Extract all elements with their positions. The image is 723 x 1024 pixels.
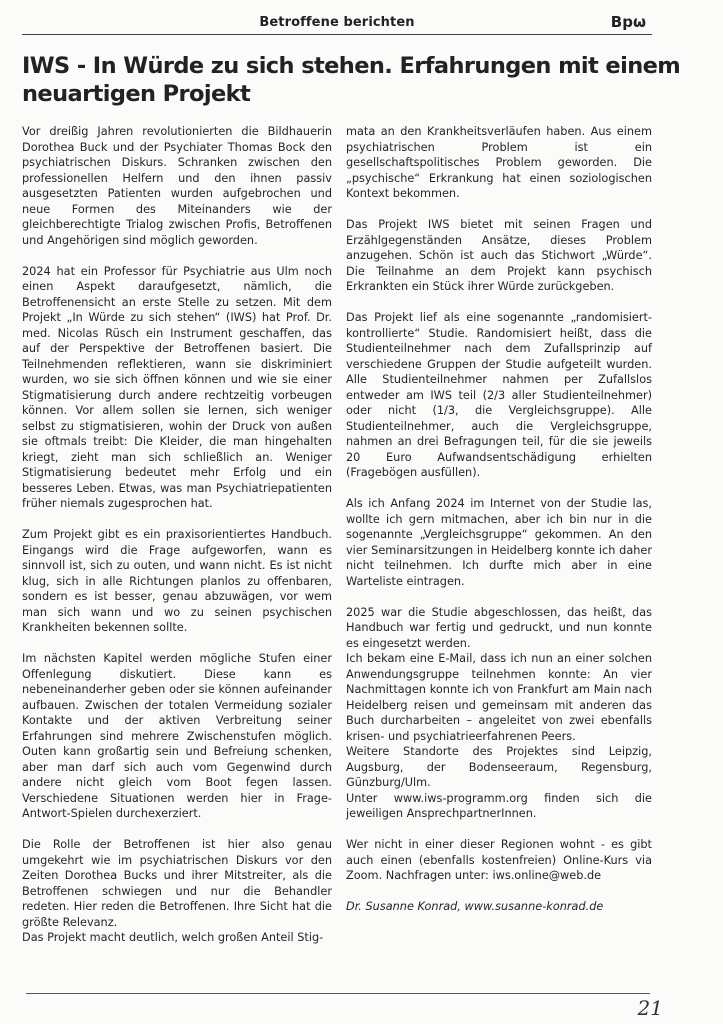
paragraph: Ich bekam eine E-Mail, dass ich nun an einer solchen Anwendungsgruppe teilnehmen konnte: An vier Nachmittagen konnte ich von Frankfurt am Main nach Heidelberg reisen und gemeinsam mit anderen das Buch durcharbeiten – angeleitet von zwei ebenfalls krisen- und psychiatrieerfahrenen Peers. [346,652,652,743]
paragraph: Das Projekt macht deutlich, welch großen Anteil Stig- [22,931,324,944]
paragraph: Im nächsten Kapitel werden mögliche Stufen einer Offenlegung diskutiert. Diese kann es nebeneinanderher geben oder sie können aufeinander aufbauen. Zwischen der totalen Vermeidung sozialer Kontakte und der aktiven Verbreitung seiner Erfahrungen sind mehrere Zwischenstufen möglich. Outen kann großartig sein und Befreiung schenken, aber man darf sich auch vom Gegenwind durch andere nicht gleich vom Boot fegen lassen. Verschiedene Situationen werden hier in Frage-Antwort-Spielen durchexerziert. [22,652,332,820]
paragraph: Als ich Anfang 2024 im Internet von der Studie las, wollte ich gern mitmachen, aber ich bin nur in die sogenannte „Vergleichsgruppe“ gekommen. An den vier Seminarsitzungen in Heidelberg konnte ich daher nicht teilnehmen. Ich durfte mich aber in eine Warteliste eintragen. [346,497,652,588]
publication-logo: Bpω [610,13,646,31]
paragraph: 2024 hat ein Professor für Psychiatrie aus Ulm noch einen Aspekt daraufgesetzt, nämlich, die Betroffenensicht an erste Stelle zu setzen. Mit dem Projekt „In Würde zu sich stehen“ (IWS) hat Prof. Dr. med. Nicolas Rüsch ein Instrument geschaffen, das auf der Perspektive der Betroffenen basiert. Die Teilnehmenden reflektieren, wann sie diskriminiert wurden, wo sie sich öffnen können und wie sie einer Stigmatisierung durch andere rechtzeitig vorbeugen können. Vor allem sollen sie lernen, sich weniger selbst zu stigmatisieren, wohin der Druck von außen sie oftmals treibt: Die Kleider, die man hingehalten kriegt, zieht man sich schließlich an. Weniger Stigmatisierung bedeutet mehr Erfolg und ein besseres Leben. Etwas, was man Psychiatriepatienten früher niemals zugesprochen hat. [22,264,332,510]
section-title: Betroffene berichten [259,15,415,30]
paragraph: 2025 war die Studie abgeschlossen, das heißt, das Handbuch war fertig und gedruckt, und nun konnte es eingesetzt werden. [346,605,652,650]
paragraph: Vor dreißig Jahren revolutionierten die Bildhauerin Dorothea Buck und der Psychiater Thomas Bock den psychiatrischen Diskurs. Schranken zwischen den professionellen Helfern und den ihnen passiv ausgesetzten Patienten wurden aufgebrochen und neue Formen des Miteinanders wie der gleichberechtigte Trialog zwischen Profis, Betroffenen und Angehörigen sind möglich geworden. [22,125,332,247]
footer-divider [26,993,650,994]
article-title: IWS - In Würde zu sich stehen. Erfahrungen mit einem neuartigen Projekt [22,53,681,107]
right-column [346,124,652,930]
left-column [22,124,332,961]
paragraph: Die Rolle der Betroffenen ist hier also genau umgekehrt wie im psychiatrischen Diskurs vor den Zeiten Dorothea Bucks und ihrer Mitstreiter, als die Betroffenen schwiegen und nur die Behandler redeten. Hier reden die Betroffenen. Ihre Sicht hat die größte Relevanz. [22,838,332,929]
running-header [22,12,652,35]
paragraph: Unter www.iws-programm.org finden sich die jeweiligen AnsprechpartnerInnen. [346,791,652,820]
paragraph: Wer nicht in einer dieser Regionen wohnt - es gibt auch einen (ebenfalls kostenfreien) Online-Kurs via Zoom. Nachfragen unter: iws.online@web.de [346,838,652,882]
paragraph: Weitere Standorte des Projektes sind Leipzig, Augsburg, der Bodenseeraum, Regensburg, Günzburg/Ulm. [346,745,652,789]
paragraph: mata an den Krankheitsverläufen haben. Aus einem psychiatrischen Problem ist ein gesellschaftspolitisches Problem geworden. Die „psychische“ Erkrankung hat einen soziologischen Kontext bekommen. [346,125,652,200]
paragraph: Zum Projekt gibt es ein praxisorientiertes Handbuch. Eingangs wird die Frage aufgeworfen, wann es sinnvoll ist, sich zu outen, und wann nicht. Es ist nicht klug, sich in alle Richtungen planlos zu offenbaren, sondern es ist besser, genau abzuwägen, vor wem man sich wann und wo zu seinen psychischen Krankheiten bekennen sollte. [22,528,332,634]
paragraph: Das Projekt lief als eine sogenannte „randomisiert-kontrollierte“ Studie. Randomisiert heißt, dass die Studienteilnehmer nach dem Zufallsprinzip auf verschiedene Gruppen der Studie aufgeteilt wurden. Alle Studienteilnehmer nahmen per Zufallslos entweder am IWS teil (2/3 aller Studienteilnehmer) oder nicht (1/3, die Vergleichsgruppe). Alle Studienteilnehmer, auch die Vergleichsgruppe, nahmen an drei Befragungen teil, für die sie jeweils 20 Euro Aufwandsentschädigung erhielten (Fragebögen ausfüllen). [346,311,652,479]
author-signature: Dr. Susanne Konrad, www.susanne-konrad.de [346,900,604,913]
page-number: 21 [637,996,663,1020]
paragraph: Das Projekt IWS bietet mit seinen Fragen und Erzählgegenständen Ansätze, dieses Problem anzugehen. Schön ist auch das Stichwort „Würde“. Die Teilnahme an dem Projekt kann psychisch Erkrankten ein Stück ihrer Würde zurückgeben. [346,218,652,293]
